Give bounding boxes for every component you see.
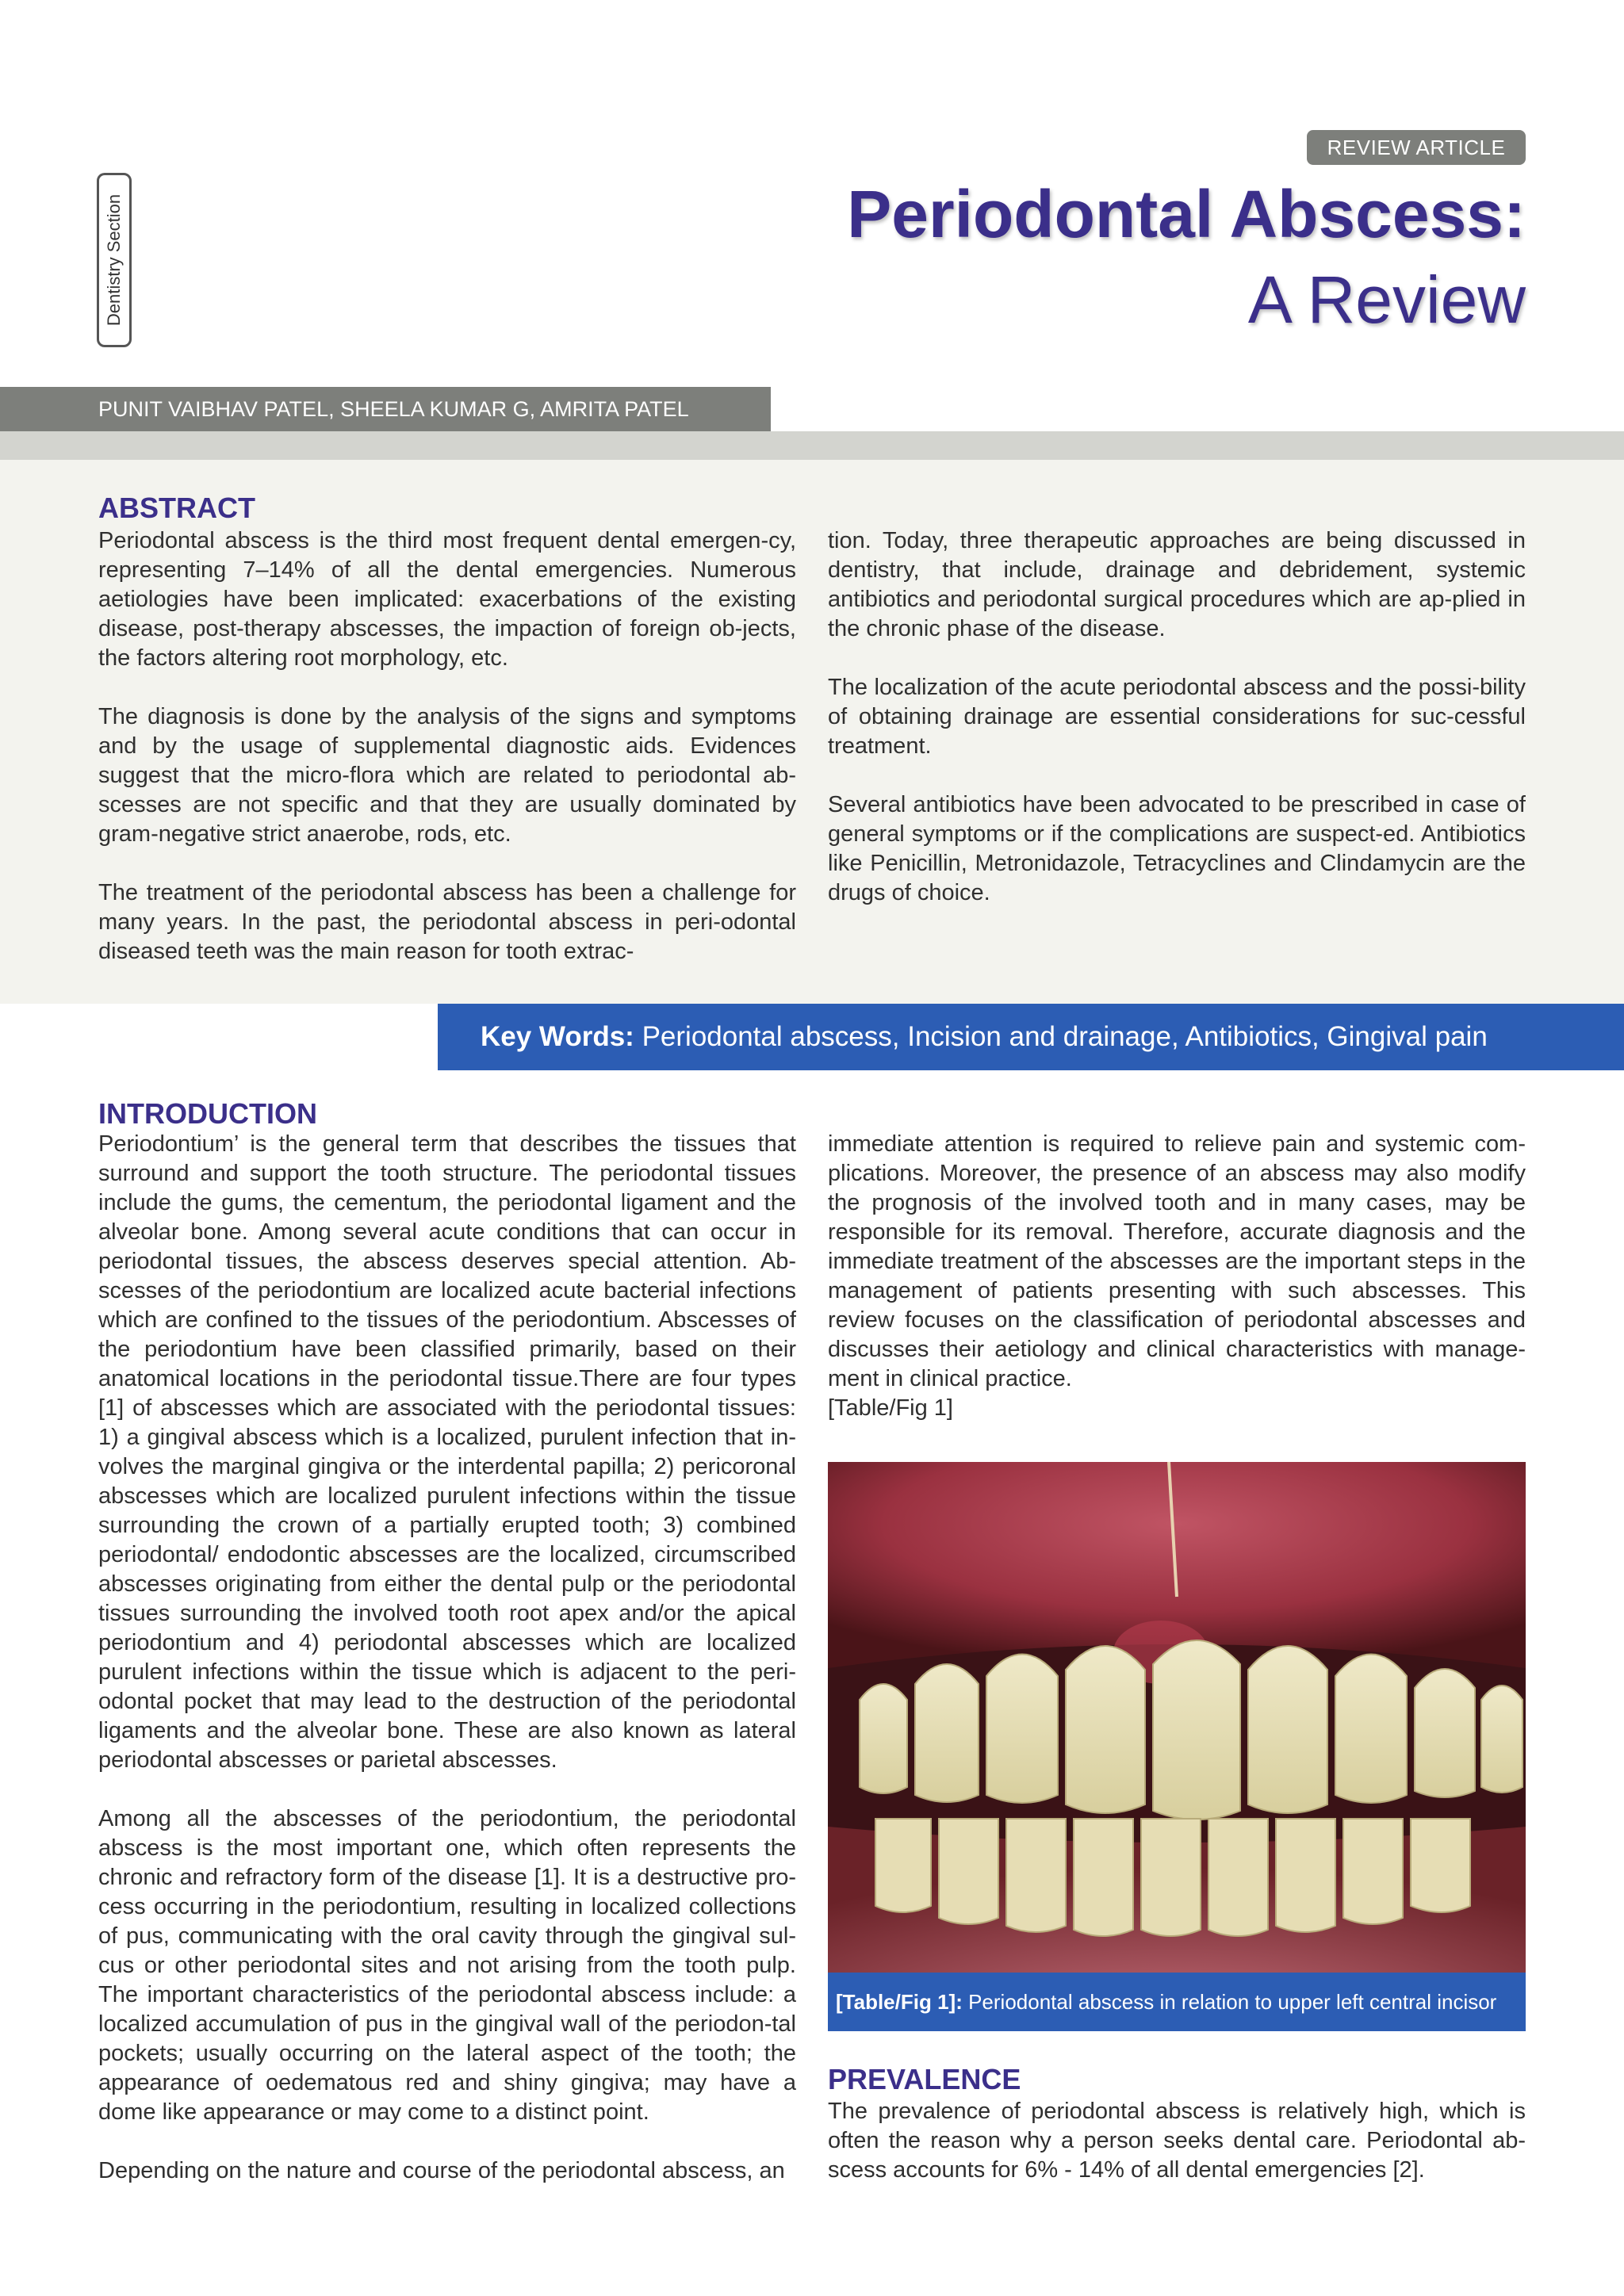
figure-caption-label: [Table/Fig 1]: (836, 1990, 963, 2014)
introduction-paragraph: Among all the abscesses of the periodontium, the periodontal abscess is the most important one, which often represents the chronic and refractory form of the disease [1]. It is a destructive pro-cess occurring in the periodontium, resulting in localized collections of pus, communicating with the oral cavity through the gingival sul-cus or other periodontal sites and not arising from the tooth pulp. The important characteristics of the periodontal abscess include: a localized accumulation of pus in the gingival wall of the periodon-tal pockets; usually occurring on the lateral aspect of the tooth; the appearance of oedematous red and shiny gingiva; may have a dome like appearance or may come to a distinct point. (98, 1806, 796, 2125)
figure-caption (828, 1973, 1526, 2031)
abstract-heading: ABSTRACT (98, 492, 255, 524)
introduction-heading: INTRODUCTION (98, 1097, 317, 1130)
figure-reference: [Table/Fig 1] (828, 1395, 953, 1421)
article-title: Periodontal Abscess: (847, 177, 1526, 251)
article-subtitle: A Review (1247, 262, 1526, 337)
introduction-paragraph: immediate attention is required to relieve pain and systemic com-plications. Moreover, the presence of an abscess may also modify the prognosis of the involved tooth and in many cases, may be responsible for its removal. Therefore, accurate diagnosis and the immediate treatment of the abscesses are the important steps in the management of patients presenting with such abscesses. This review focuses on the classification of periodontal abscesses and discusses their aetiology and clinical characteristics with manage-ment in clinical practice. (828, 1131, 1526, 1391)
introduction-paragraph: Depending on the nature and course of the periodontal abscess, an (98, 2158, 785, 2183)
clinical-photo (828, 1462, 1526, 2031)
abstract-paragraph: The localization of the acute periodontal abscess and the possi-bility of obtaining drainage are essential considerations for suc-cessful treatment. (828, 675, 1526, 759)
abstract-paragraph: tion. Today, three therapeutic approaches are being discussed in dentistry, that include, drainage and debridement, systemic antibiotics and periodontal surgical procedures which are ap-plied in the chronic phase of the disease. (828, 528, 1526, 641)
article-type-badge: REVIEW ARTICLE (1307, 130, 1526, 165)
prevalence-heading: PREVALENCE (828, 2063, 1021, 2095)
section-tab (97, 173, 132, 347)
keywords-text: Periodontal abscess, Incision and drainage, Antibiotics, Gingival pain (642, 1021, 1488, 1052)
keywords-bar (438, 1004, 1624, 1070)
abstract-paragraph: The diagnosis is done by the analysis of the signs and symptoms and by the usage of supplemental diagnostic aids. Evidences suggest that the micro-flora which are related to periodontal ab-scesses are not specific and that they are usually dominated by gram-negative strict anaerobe, rods, etc. (98, 704, 796, 847)
header-divider (0, 431, 1624, 460)
abstract-right-column (828, 526, 1526, 908)
abstract-left-column (98, 526, 796, 966)
abstract-paragraph: Periodontal abscess is the third most frequent dental emergen-cy, representing 7–14% of all the dental emergencies. Numerous aetiologies have been implicated: exacerbations of the existing disease, post-therapy abscesses, the impaction of foreign ob-jects, the factors altering root morphology, etc. (98, 528, 796, 671)
keywords-label: Key Words: (481, 1021, 634, 1052)
figure-caption-text: Periodontal abscess in relation to upper left central incisor (968, 1990, 1497, 2014)
introduction-right-column (828, 1130, 1526, 1423)
authors-bar: PUNIT VAIBHAV PATEL, SHEELA KUMAR G, AMRITA PATEL (0, 387, 771, 431)
clinical-photo-illustration (828, 1462, 1526, 2031)
introduction-left-column (98, 1130, 796, 2186)
abstract-paragraph: Several antibiotics have been advocated to be prescribed in case of general symptoms or if the complications are suspect-ed. Antibiotics like Penicillin, Metronidazole, Tetracyclines and Clindamycin are the drugs of choice. (828, 792, 1526, 905)
introduction-paragraph: Periodontium’ is the general term that describes the tissues that surround and support the tooth structure. The periodontal tissues include the gums, the cementum, the periodontal ligament and the alveolar bone. Among several acute conditions that can occur in periodontal tissues, the abscess deserves special attention. Ab-scesses of the periodontium are localized acute bacterial infections which are confined to the tissues of the periodontium. Abscesses of the periodontium have been classified primarily, based on their anatomical locations in the periodontal tissue.There are four types [1] of abscesses which are associated with the periodontal tissues: 1) a gingival abscess which is a localized, purulent infection that in-volves the marginal gingiva or the interdental papilla; 2) pericoronal abscesses which are localized purulent infections within the tissue surrounding the crown of a partially erupted tooth; 3) combined periodontal/ endodontic abscesses are the localized, circumscribed abscesses originating from either the dental pulp or the periodontal tissues surrounding the involved tooth root apex and/or the apical periodontium and 4) periodontal abscesses which are localized purulent infections within the tissue which is adjacent to the peri-odontal pocket that may lead to the destruction of the periodontal ligaments and the alveolar bone. These are also known as lateral periodontal abscesses or parietal abscesses. (98, 1131, 796, 1773)
prevalence-column (828, 2097, 1526, 2185)
section-tab-label: Dentistry Section (104, 193, 124, 327)
prevalence-paragraph: The prevalence of periodontal abscess is relatively high, which is often the reason why a person seeks dental care. Periodontal ab-scess accounts for 6% - 14% of all dental emergencies [2]. (828, 2099, 1526, 2183)
abstract-paragraph: The treatment of the periodontal abscess has been a challenge for many years. In the past, the periodontal abscess in peri-odontal diseased teeth was the main reason for tooth extrac- (98, 880, 796, 964)
